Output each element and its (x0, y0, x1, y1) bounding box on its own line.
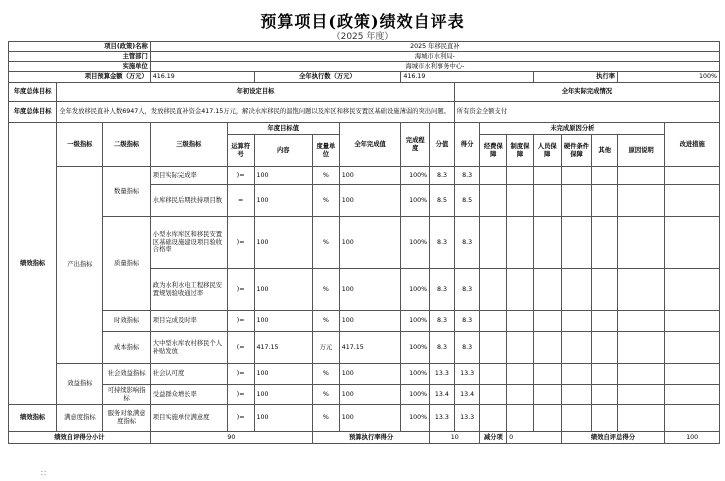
dept-value: 海城市水利局- (150, 52, 719, 62)
row-score: 8.3 (454, 269, 480, 311)
impl-value: 海城市水利事务中心- (150, 62, 719, 72)
preset-goal-header: 年初设定目标 (57, 83, 455, 102)
row-empty-cell (592, 167, 618, 185)
row-score: 13.3 (454, 405, 480, 432)
table-row (9, 217, 720, 269)
indicator-header-row-1 (9, 123, 720, 135)
row-empty-cell (561, 185, 592, 217)
row-empty-cell (480, 332, 507, 364)
satisfaction-indicator-label: 满意度指标 (57, 405, 103, 432)
row-empty-cell (480, 167, 507, 185)
perf-indicator-label: 绩效指标 (9, 123, 57, 405)
total-value: 100 (665, 432, 720, 444)
operator-header: 运算符号 (227, 135, 254, 167)
row-unit: % (313, 405, 340, 432)
row-empty-cell (507, 405, 534, 432)
row-score: 8.3 (454, 332, 480, 364)
row-actual: 100 (339, 385, 401, 405)
row-actual: 100 (339, 167, 401, 185)
project-name-label: 项目(政策)名称 (9, 42, 151, 52)
table-row (9, 364, 720, 385)
row-operator: = (227, 185, 254, 217)
unit-header: 度量单位 (313, 135, 340, 167)
row-empty-cell (507, 385, 534, 405)
preset-goal-text: 全年发放移民直补人数6947人，发放移民直补资金417.15万元，解决水库移民的温饱问题以及库区和移民安置区基础设施薄弱的突出问题。 (57, 102, 455, 123)
row-empty-cell (480, 405, 507, 432)
row-empty-cell (561, 364, 592, 385)
score-header: 得分 (454, 123, 480, 167)
row-content: 100 (254, 167, 313, 185)
subtotal-value: 90 (150, 432, 312, 444)
row-empty-cell (592, 405, 618, 432)
row-actual: 100 (339, 269, 401, 311)
sustain-indicator-label: 可持续影响指标 (103, 385, 150, 405)
row-content: 100 (254, 405, 313, 432)
content-header: 内容 (254, 135, 313, 167)
row-completion: 100% (401, 332, 430, 364)
row-completion: 100% (401, 269, 430, 311)
row-name: 水库移民后期扶持项目数 (150, 185, 227, 217)
row-empty-cell (507, 332, 534, 364)
overall-goal-label: 年度总体目标 (9, 83, 57, 102)
rate-label: 执行率 (533, 72, 617, 83)
row-score: 8.3 (454, 217, 480, 269)
table-row (9, 311, 720, 332)
reason-hardware-header: 硬件条件保障 (561, 135, 592, 167)
row-content: 100 (254, 364, 313, 385)
row-name: 政为水利水电工程移民安置规划验收通过率 (150, 269, 227, 311)
row-weight: 8.3 (430, 167, 455, 185)
row-empty-cell (533, 185, 561, 217)
row-empty-cell (507, 269, 534, 311)
row-empty-cell (507, 185, 534, 217)
deduct-value: 0 (507, 432, 561, 444)
row-content: 100 (254, 311, 313, 332)
row-empty-cell (618, 185, 665, 217)
row-empty-cell (665, 311, 720, 332)
row-content: 100 (254, 185, 313, 217)
reason-budget-header: 经费保障 (480, 135, 507, 167)
row-empty-cell (561, 385, 592, 405)
drag-handle-icon[interactable]: ∷ (41, 469, 46, 478)
row-empty-cell (665, 385, 720, 405)
report-title: 预算项目(政策)绩效自评表 (260, 12, 465, 31)
summary-row (9, 432, 720, 444)
exec-score-label: 预算执行率得分 (313, 432, 430, 444)
row-empty-cell (480, 269, 507, 311)
row-operator: )= (227, 311, 254, 332)
exec-score-value: 10 (430, 432, 480, 444)
row-content: 100 (254, 269, 313, 311)
row-empty-cell (618, 364, 665, 385)
budget-row (9, 72, 720, 83)
row-actual: 100 (339, 185, 401, 217)
row-weight: 13.4 (430, 385, 455, 405)
row-unit: % (313, 217, 340, 269)
row-empty-cell (561, 405, 592, 432)
row-content: 100 (254, 385, 313, 405)
row-unit: % (313, 269, 340, 311)
row-operator: )= (227, 405, 254, 432)
row-unit: % (313, 385, 340, 405)
row-empty-cell (665, 217, 720, 269)
row-name: 小型水库库区和移民安置区基础设施建设项目验收合格率 (150, 217, 227, 269)
timeliness-indicator-label: 时效指标 (103, 311, 150, 332)
quality-indicator-label: 质量指标 (103, 217, 150, 311)
row-empty-cell (665, 269, 720, 311)
reason-policy-header: 制度保障 (507, 135, 534, 167)
budget-value: 416.19 (150, 72, 254, 83)
row-unit: % (313, 185, 340, 217)
row-empty-cell (618, 332, 665, 364)
row-operator: )= (227, 364, 254, 385)
row-actual: 100 (339, 405, 401, 432)
row-name: 受益群众增长率 (150, 385, 227, 405)
goal-header-row (9, 83, 720, 102)
row-actual: 417.15 (339, 332, 401, 364)
row-operator: )= (227, 269, 254, 311)
deduct-label: 减分项 (480, 432, 507, 444)
row-name: 项目实际完成率 (150, 167, 227, 185)
cost-indicator-label: 成本指标 (103, 332, 150, 364)
row-score: 13.3 (454, 364, 480, 385)
row-weight: 8.3 (430, 332, 455, 364)
subtotal-label: 绩效自评得分小计 (9, 432, 151, 444)
table-row (9, 167, 720, 185)
weight-header: 分值 (430, 123, 455, 167)
level3-header: 三级指标 (150, 123, 227, 167)
reason-explain-header: 原因说明 (618, 135, 665, 167)
year-target-header: 年度目标值 (227, 123, 339, 135)
row-completion: 100% (401, 185, 430, 217)
row-weight: 8.5 (430, 185, 455, 217)
actual-header: 全年完成值 (339, 123, 401, 167)
row-empty-cell (480, 385, 507, 405)
row-empty-cell (533, 385, 561, 405)
row-empty-cell (665, 405, 720, 432)
row-empty-cell (533, 269, 561, 311)
row-empty-cell (533, 364, 561, 385)
rate-value: 100% (618, 72, 720, 83)
row-unit: 万元 (313, 332, 340, 364)
row-empty-cell (665, 167, 720, 185)
level1-header: 一级指标 (57, 123, 103, 167)
row-weight: 8.3 (430, 311, 455, 332)
row-empty-cell (480, 364, 507, 385)
perf-indicator-label-2: 绩效指标 (9, 405, 57, 432)
service-indicator-label: 服务对象满意度指标 (103, 405, 150, 432)
actual-goal-header: 全年实际完成情况 (454, 83, 719, 102)
exec-value: 416.19 (401, 72, 533, 83)
row-empty-cell (507, 364, 534, 385)
row-actual: 100 (339, 364, 401, 385)
row-empty-cell (592, 332, 618, 364)
row-completion: 100% (401, 364, 430, 385)
row-empty-cell (618, 269, 665, 311)
row-completion: 100% (401, 217, 430, 269)
benefit-indicator-label: 效益指标 (57, 364, 103, 405)
row-empty-cell (561, 167, 592, 185)
row-empty-cell (533, 405, 561, 432)
table-row (9, 332, 720, 364)
exec-label: 全年执行数（万元） (254, 72, 401, 83)
project-name-value: 2025 年移民直补 (150, 42, 719, 52)
row-completion: 100% (401, 167, 430, 185)
row-weight: 13.3 (430, 364, 455, 385)
row-empty-cell (618, 217, 665, 269)
row-completion: 100% (401, 405, 430, 432)
row-unit: % (313, 311, 340, 332)
row-empty-cell (480, 217, 507, 269)
row-unit: % (313, 167, 340, 185)
row-empty-cell (480, 311, 507, 332)
row-empty-cell (665, 364, 720, 385)
row-empty-cell (507, 217, 534, 269)
row-empty-cell (618, 405, 665, 432)
row-name: 项目完成及时率 (150, 311, 227, 332)
row-empty-cell (533, 311, 561, 332)
row-name: 社会认可度 (150, 364, 227, 385)
row-empty-cell (561, 311, 592, 332)
measures-header: 改进措施 (665, 123, 720, 167)
row-empty-cell (507, 311, 534, 332)
row-completion: 100% (401, 311, 430, 332)
row-weight: 8.3 (430, 269, 455, 311)
table-row (9, 405, 720, 432)
report-year: （2025 年度） (331, 32, 394, 42)
dept-row (9, 52, 720, 62)
impl-label: 实施单位 (9, 62, 151, 72)
row-weight: 8.3 (430, 217, 455, 269)
row-score: 8.3 (454, 311, 480, 332)
row-score: 8.5 (454, 185, 480, 217)
row-completion: 100% (401, 385, 430, 405)
row-empty-cell (533, 167, 561, 185)
row-actual: 100 (339, 311, 401, 332)
total-label: 绩效自评总得分 (561, 432, 665, 444)
reason-other-header: 其他 (592, 135, 618, 167)
row-empty-cell (592, 217, 618, 269)
row-empty-cell (480, 185, 507, 217)
completion-header: 完成程度 (401, 123, 430, 167)
project-name-row (9, 42, 720, 52)
row-empty-cell (618, 311, 665, 332)
row-score: 8.3 (454, 167, 480, 185)
reasons-header: 未完成原因分析 (480, 123, 665, 135)
quantity-indicator-label: 数量指标 (103, 167, 150, 217)
row-empty-cell (533, 217, 561, 269)
social-indicator-label: 社会效益指标 (103, 364, 150, 385)
row-empty-cell (618, 385, 665, 405)
reason-staff-header: 人员保障 (533, 135, 561, 167)
row-empty-cell (592, 385, 618, 405)
actual-goal-text: 所有资金全额支付 (454, 102, 719, 123)
goal-content-row (9, 102, 720, 123)
row-empty-cell (592, 185, 618, 217)
row-unit: % (313, 364, 340, 385)
row-score: 13.4 (454, 385, 480, 405)
row-empty-cell (592, 311, 618, 332)
row-operator: )= (227, 385, 254, 405)
row-empty-cell (618, 167, 665, 185)
row-content: 417.15 (254, 332, 313, 364)
row-empty-cell (561, 217, 592, 269)
table-row (9, 385, 720, 405)
row-empty-cell (561, 269, 592, 311)
row-empty-cell (507, 167, 534, 185)
impl-row (9, 62, 720, 72)
budget-label: 项目预算金额（万元） (9, 72, 151, 83)
row-empty-cell (561, 332, 592, 364)
row-actual: 100 (339, 217, 401, 269)
evaluation-table (8, 41, 720, 444)
row-content: 100 (254, 217, 313, 269)
row-operator: )= (227, 217, 254, 269)
row-weight: 13.3 (430, 405, 455, 432)
row-empty-cell (533, 332, 561, 364)
row-empty-cell (665, 185, 720, 217)
row-empty-cell (665, 332, 720, 364)
row-empty-cell (592, 364, 618, 385)
row-empty-cell (592, 269, 618, 311)
row-name: 大中型水库农村移民个人补贴发放 (150, 332, 227, 364)
row-operator: (= (227, 332, 254, 364)
dept-label: 主管部门 (9, 52, 151, 62)
output-indicator-label: 产出指标 (57, 167, 103, 364)
row-operator: )= (227, 167, 254, 185)
level2-header: 二级指标 (103, 123, 150, 167)
row-name: 项目实施单位满意度 (150, 405, 227, 432)
goal-row-label: 年度总体目标 (9, 102, 57, 123)
